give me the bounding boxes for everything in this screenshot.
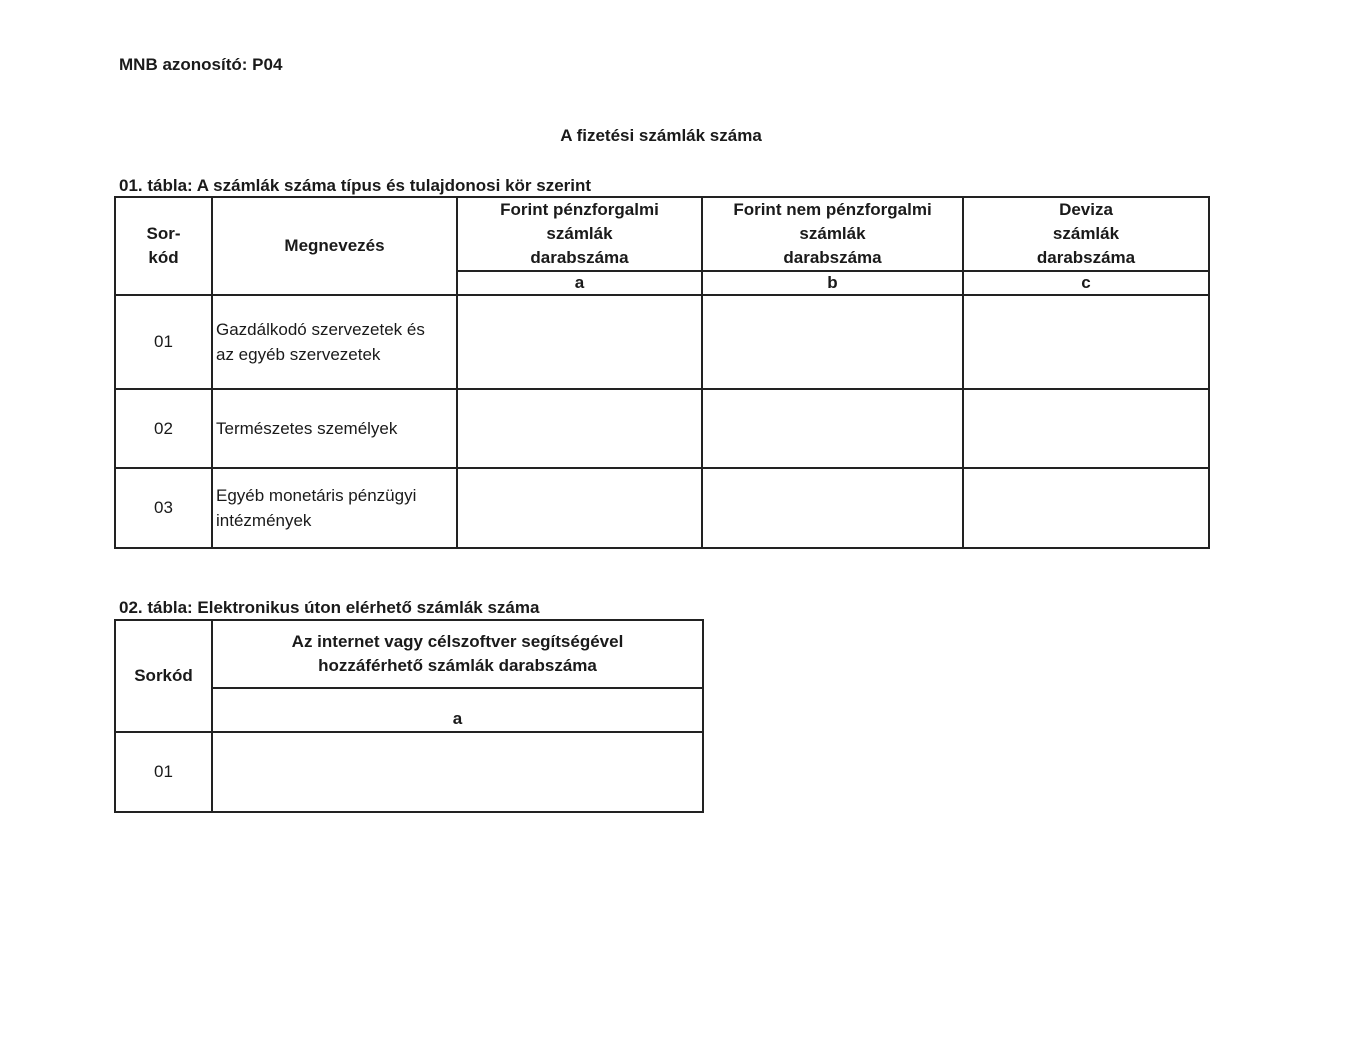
table1-header-col-c <box>963 197 1209 271</box>
table1-header-col-a-label: Forint pénzforgalmi számlák darabszáma <box>500 200 659 267</box>
row-code: 01 <box>115 295 212 389</box>
table1 <box>114 196 1210 549</box>
row-name <box>212 295 457 389</box>
table1-header-name-label: Megnevezés <box>284 236 385 255</box>
table2-letter-a: a <box>212 688 703 732</box>
row-name-label: Természetes személyek <box>216 419 398 438</box>
table1-caption: 01. tábla: A számlák száma típus és tulajdonosi kör szerint <box>119 176 592 195</box>
page-title: A fizetési számlák száma <box>560 126 762 145</box>
cell-01-c[interactable] <box>963 295 1209 389</box>
table-row <box>115 295 1209 389</box>
table-row <box>115 389 1209 468</box>
table2-header-col-a <box>212 620 703 688</box>
table-row <box>115 468 1209 548</box>
table1-header-col-b-label: Forint nem pénzforgalmi számlák darabszáma <box>733 200 932 267</box>
cell-01-a[interactable] <box>457 295 702 389</box>
cell-03-a[interactable] <box>457 468 702 548</box>
table1-header-col-c-label: Deviza számlák darabszáma <box>1036 200 1136 267</box>
table1-letter-a: a <box>457 271 702 295</box>
mnb-identifier: MNB azonosító: P04 <box>119 55 283 74</box>
table1-header-name <box>212 197 457 295</box>
table1-header-col-a <box>457 197 702 271</box>
table2-header-code <box>115 620 212 732</box>
cell-02-a[interactable] <box>457 389 702 468</box>
table1-header-code <box>115 197 212 295</box>
cell-02-b[interactable] <box>702 389 963 468</box>
table2-header-code-label: Sorkód <box>134 666 193 685</box>
row-code: 02 <box>115 389 212 468</box>
row-name <box>212 389 457 468</box>
table1-letter-b: b <box>702 271 963 295</box>
cell-02-c[interactable] <box>963 389 1209 468</box>
cell-03-b[interactable] <box>702 468 963 548</box>
table2 <box>114 619 704 813</box>
table2-caption: 02. tábla: Elektronikus úton elérhető számlák száma <box>119 598 540 617</box>
cell-t2-01-a[interactable] <box>212 732 703 812</box>
row-code: 01 <box>115 732 212 812</box>
table1-letter-c: c <box>963 271 1209 295</box>
row-code: 03 <box>115 468 212 548</box>
table1-header-col-b <box>702 197 963 271</box>
row-name-label: Gazdálkodó szervezetek és az egyéb szervezetek <box>216 320 425 364</box>
row-name-label: Egyéb monetáris pénzügyi intézmények <box>216 486 417 530</box>
table1-header-code-label: Sor- kód <box>146 224 181 267</box>
cell-01-b[interactable] <box>702 295 963 389</box>
row-name <box>212 468 457 548</box>
table-row <box>115 732 703 812</box>
table2-header-col-a-label: Az internet vagy célszoftver segítségével hozzáférhető számlák darabszáma <box>291 632 624 675</box>
cell-03-c[interactable] <box>963 468 1209 548</box>
